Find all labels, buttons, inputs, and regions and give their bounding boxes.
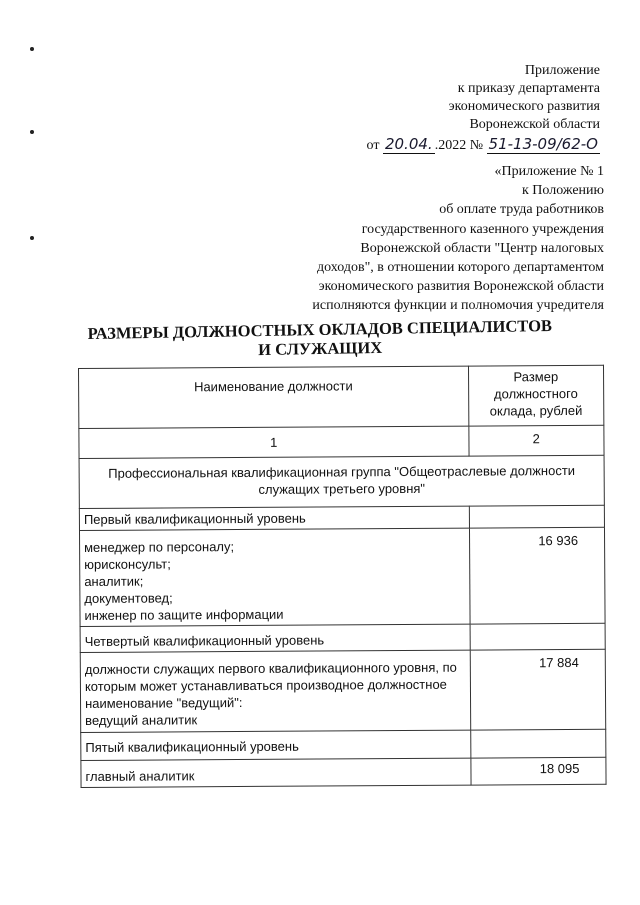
handwritten-order-number: 51-13-09/62-О — [488, 135, 598, 153]
level-heading: Первый квалификационный уровень — [79, 506, 469, 530]
appendix-line: Воронежской области "Центр налоговых — [360, 240, 604, 256]
empty-cell — [470, 623, 606, 650]
appendix-line: об оплате труда работников — [439, 202, 604, 218]
salary-value: 18 095 — [470, 757, 606, 785]
appendix-line: доходов", в отношении которого департаментом — [317, 260, 604, 276]
appendix-header — [312, 162, 604, 316]
header-line: к приказу департамента — [457, 81, 600, 96]
col-header-salary: Размер должностного оклада, рублей — [468, 365, 604, 426]
title-line: РАЗМЕРЫ ДОЛЖНОСТНЫХ ОКЛАДОВ СПЕЦИАЛИСТОВ — [87, 315, 553, 344]
group-title: Профессиональная квалификационная группа "Общеотраслевые должности служащих третьего уровня" — [79, 455, 604, 508]
col-number: 1 — [79, 426, 469, 458]
empty-cell — [469, 505, 605, 528]
order-year: .2022 № — [434, 138, 484, 153]
order-date-line — [367, 135, 600, 155]
appendix-line: к Положению — [521, 183, 604, 199]
header-line: экономического развития — [448, 99, 600, 114]
positions-cell: должности служащих первого квалификационного уровня, по которым может устанавливаться производное должностное наименование "ведущий": ведущий аналитик — [80, 650, 470, 732]
appendix-line: государственного казенного учреждения — [361, 221, 604, 237]
order-prefix: от — [366, 138, 380, 153]
appendix-line: экономического развития Воронежской области — [318, 279, 604, 295]
margin-mark — [30, 47, 34, 51]
page-title — [0, 314, 640, 363]
handwritten-date: 20.04. — [384, 135, 433, 153]
margin-mark — [30, 236, 34, 240]
level-heading: Четвертый квалификационный уровень — [80, 624, 470, 652]
margin-mark — [30, 130, 34, 134]
salary-value: 17 884 — [470, 649, 606, 730]
title-line: И СЛУЖАЩИХ — [258, 337, 383, 360]
salary-table — [78, 365, 607, 788]
salary-value: 16 936 — [469, 527, 605, 624]
positions-cell: главный аналитик — [81, 758, 471, 787]
col-header-position: Наименование должности — [79, 366, 469, 428]
positions-cell: менеджер по персоналу; юрисконсульт; аналитик; документовед; инженер по защите информации — [79, 528, 469, 626]
appendix-line: «Приложение № 1 — [494, 164, 604, 179]
appendix-line: исполняются функции и полномочия учредителя — [312, 298, 604, 314]
header-line: Воронежской области — [469, 117, 600, 132]
col-number: 2 — [468, 425, 604, 456]
level-heading: Пятый квалификационный уровень — [81, 730, 471, 760]
order-header — [367, 62, 600, 155]
empty-cell — [470, 729, 606, 758]
header-line: Приложение — [524, 63, 600, 78]
